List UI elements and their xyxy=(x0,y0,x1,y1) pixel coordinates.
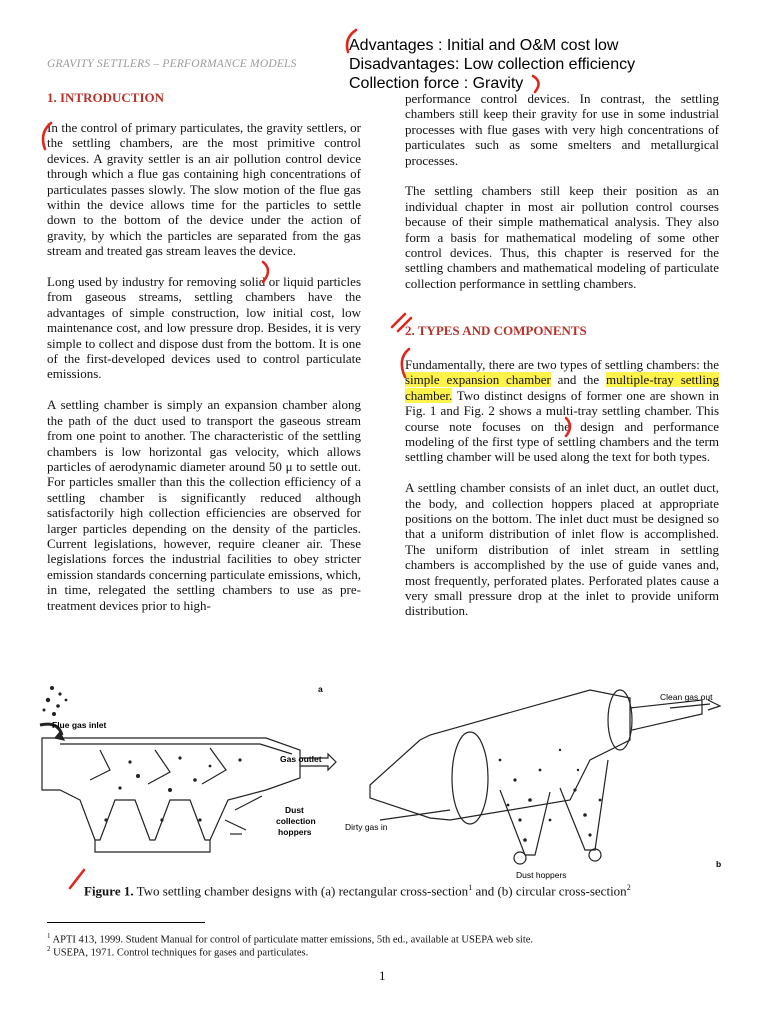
figure-label-b: b xyxy=(716,859,722,869)
types-paragraph-1 xyxy=(405,357,719,465)
annotation-collection-force: Collection force : Gravity xyxy=(349,75,524,92)
intro-paragraph-5: The settling chambers still keep their position as an individual chapter in most air pollution control courses because of their simple mathematical analysis. They also form a basis for mathematical modeling of some other control devices. Thus, this chapter is reserved for the settling chambers and mathematical modeling of particulate collection performance in settling chambers. xyxy=(405,183,719,291)
types-text-c: Two distinct designs of former one are shown in Fig. 1 and Fig. 2 shows a multi-tray settling chamber. This course note focuses on the design and performance modeling of the first type of settling chambers and the term settling chamber will be used along the text for both types. xyxy=(405,387,719,465)
left-column xyxy=(47,120,361,628)
running-head: GRAVITY SETTLERS – PERFORMANCE MODELS xyxy=(47,58,297,70)
section-2-heading: 2. TYPES AND COMPONENTS xyxy=(405,323,587,338)
page-number: 1 xyxy=(379,968,386,983)
footnote-2 xyxy=(47,943,308,960)
dust-hoppers-a-line3: hoppers xyxy=(278,827,312,837)
clean-gas-out-label: Clean gas out xyxy=(660,692,713,702)
intro-paragraph-1: In the control of primary particulates, the gravity settlers, or the settling chambers, are the most primitive control devices. A gravity settler is an air pollution control device through which a flue gas containing high concentrations of particulates passes slowly. The slow motion of the flue gas within the device allows time for the particles to settle down to the bottom of the device under the action of gravity, by which the particles are separated from the gas stream and treated gas stream leaves the device. xyxy=(47,120,361,259)
flue-gas-inlet-label: Flue gas inlet xyxy=(52,720,107,730)
figure-caption-text-a: Two settling chamber designs with (a) rectangular cross-section xyxy=(133,883,469,899)
footnote-1-text: APTI 413, 1999. Student Manual for control of particulate matter emissions, 5th ed., available at USEPA web site. xyxy=(50,934,534,946)
section-2-body xyxy=(405,357,719,634)
dust-hoppers-a-line1: Dust xyxy=(285,805,304,815)
right-column xyxy=(405,91,719,307)
figure-caption xyxy=(84,883,631,899)
figure-caption-label: Figure 1. xyxy=(84,883,134,899)
types-text-a: Fundamentally, there are two types of settling chambers: the xyxy=(405,357,719,372)
highlight-simple-expansion: simple expansion chamber xyxy=(405,372,551,388)
footnote-2-text: USEPA, 1971. Control techniques for gases and particulates. xyxy=(50,947,309,959)
footnote-2-number: 2 xyxy=(47,945,51,953)
annotation-advantages: Advantages : Initial and O&M cost low xyxy=(349,37,619,54)
intro-paragraph-2: Long used by industry for removing solid or liquid particles from gaseous streams, settling chambers have the advantages of simple construction, low initial cost, low maintenance cost, and low pressure drop. Besides, it is very simple to collect and dispose dust from the bottom. It is one of the first-developed devices used to control particulate emissions. xyxy=(47,274,361,382)
intro-paragraph-4: performance control devices. In contrast, the settling chambers still keep their gravity for use in some industrial processes with flue gases with very high concentrations of particulates such as some smelters and metallurgical processes. xyxy=(405,91,719,168)
types-paragraph-2: A settling chamber consists of an inlet duct, an outlet duct, the body, and collection hoppers placed at appropriate positions on the bottom. The inlet duct must be designed so that a uniform distribution of inlet flow is accomplished. The uniform distribution of inlet stream in settling chambers is accomplished by the use of guide vanes and, most frequently, perforated plates. Perforated plates cause a very small pressure drop at the inlet to provide uniform distribution. xyxy=(405,480,719,619)
types-text-b: and the xyxy=(550,372,606,388)
intro-paragraph-3: A settling chamber is simply an expansion chamber along the path of the duct used to transport the gaseous stream from one point to another. The characteristic of the settling chambers is low horizontal gas velocity, which allows particles of aerodynamic diameter around 50 μ to settle out. For particles smaller than this the collection efficiency of a settling chamber is significantly reduced although satisfactorily high collection efficiencies are observed for larger particles depending on the density of the particles. Current legislations, however, require cleaner air. These legislations forces the industrial facilities to obey stricter emission standards concerning particulate emissions, which, in time, relegated the settling chambers to use as pre-treatment devices prior to high- xyxy=(47,397,361,613)
circular-chamber-drawing xyxy=(370,690,720,864)
dirty-gas-in-label: Dirty gas in xyxy=(345,822,388,832)
footnote-divider xyxy=(47,922,205,923)
footnote-1-number: 1 xyxy=(47,932,51,940)
figure-caption-ref-2: 2 xyxy=(626,883,631,892)
dust-hoppers-a-line2: collection xyxy=(276,816,316,826)
gas-outlet-label: Gas outlet xyxy=(280,754,322,764)
figure-label-a: a xyxy=(318,684,323,694)
handwritten-annotation xyxy=(349,36,635,93)
annotation-disadvantages: Disadvantages: Low collection efficiency xyxy=(349,56,636,73)
settling-chamber-figure xyxy=(30,680,750,880)
figure-caption-text-b: and (b) circular cross-section xyxy=(472,883,627,899)
highlight-multiple-tray: multiple-tray settling chamber. xyxy=(405,372,719,403)
section-1-heading: 1. INTRODUCTION xyxy=(47,90,165,105)
figure-caption-ref-1: 1 xyxy=(468,883,473,892)
pen-slash-1 xyxy=(392,314,405,327)
dust-hoppers-b-label: Dust hoppers xyxy=(516,870,567,880)
